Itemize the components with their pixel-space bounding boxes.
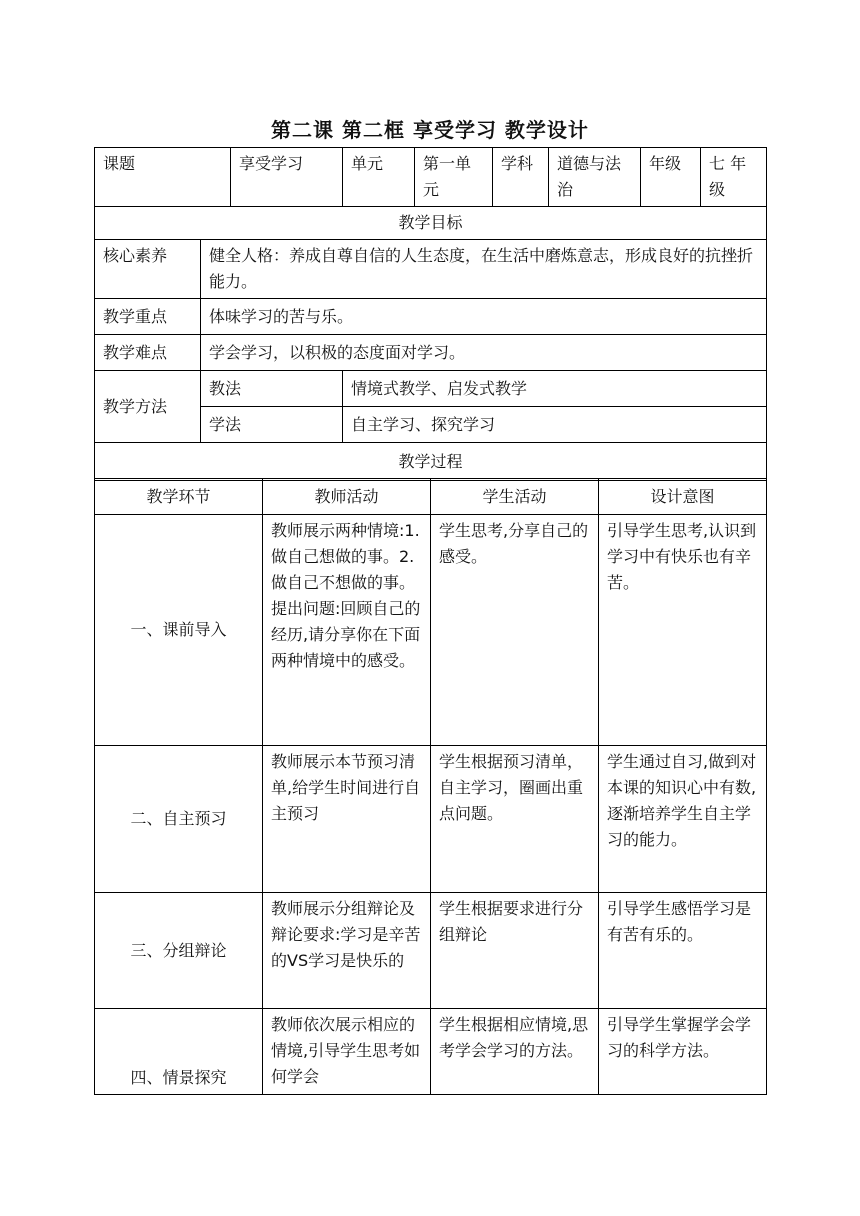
teacher-activity-text: 教师展示两种情境:1.做自己想做的事。2.做自己不想做的事。: [271, 521, 420, 592]
teacher-activity-text: 提出问题:回顾自己的经历,请分享你在下面两种情境中的感受。: [271, 599, 421, 670]
column-header-intent: 设计意图: [599, 479, 767, 515]
lesson-info-table: [94, 147, 767, 481]
goals-header: 教学目标: [95, 207, 767, 240]
key-label: 教学重点: [95, 299, 201, 335]
key-value: 体味学习的苦与乐。: [201, 299, 767, 335]
table-row: [95, 746, 767, 893]
teach-method-label: 教法: [201, 371, 343, 407]
learn-method-label: 学法: [201, 407, 343, 443]
learn-method-value: 自主学习、探究学习: [343, 407, 767, 443]
subject-label: 学科: [493, 148, 549, 207]
process-header: 教学过程: [95, 443, 767, 481]
design-intent-cell: 引导学生感悟学习是有苦有乐的。: [599, 893, 767, 1009]
unit-value: 第一单元: [415, 148, 493, 207]
core-label: 核心素养: [95, 240, 201, 299]
grade-label: 年级: [641, 148, 701, 207]
stage-cell: 四、情景探究: [95, 1009, 263, 1095]
table-row: [95, 893, 767, 1009]
teacher-activity-cell: [263, 515, 431, 746]
unit-label: 单元: [343, 148, 415, 207]
difficulty-label: 教学难点: [95, 335, 201, 371]
student-activity-cell: 学生根据要求进行分组辩论: [431, 893, 599, 1009]
process-table: [94, 478, 767, 1095]
student-activity-cell: 学生根据预习清单，自主学习，圈画出重点问题。: [431, 746, 599, 893]
student-activity-cell: 学生根据相应情境,思考学会学习的方法。: [431, 1009, 599, 1095]
stage-cell: 三、分组辩论: [95, 893, 263, 1009]
stage-cell: 二、自主预习: [95, 746, 263, 893]
method-label: 教学方法: [95, 371, 201, 443]
topic-label: 课题: [95, 148, 231, 207]
teacher-activity-cell: 教师展示本节预习清单,给学生时间进行自主预习: [263, 746, 431, 893]
teacher-activity-cell: 教师展示分组辩论及辩论要求:学习是辛苦的VS学习是快乐的: [263, 893, 431, 1009]
student-activity-cell: 学生思考,分享自己的感受。: [431, 515, 599, 746]
teach-method-value: 情境式教学、启发式教学: [343, 371, 767, 407]
column-header-student: 学生活动: [431, 479, 599, 515]
stage-cell: 一、课前导入: [95, 515, 263, 746]
design-intent-cell: 学生通过自习,做到对本课的知识心中有数,逐渐培养学生自主学习的能力。: [599, 746, 767, 893]
topic-value: 享受学习: [231, 148, 343, 207]
document-title: 第二课 第二框 享受学习 教学设计: [271, 118, 589, 142]
design-intent-cell: 引导学生思考,认识到学习中有快乐也有辛苦。: [599, 515, 767, 746]
difficulty-value: 学会学习，以积极的态度面对学习。: [201, 335, 767, 371]
core-value: 健全人格：养成自尊自信的人生态度，在生活中磨炼意志，形成良好的抗挫折能力。: [201, 240, 767, 299]
teacher-activity-cell: 教师依次展示相应的情境,引导学生思考如何学会: [263, 1009, 431, 1095]
table-row: [95, 1009, 767, 1095]
column-header-teacher: 教师活动: [263, 479, 431, 515]
design-intent-cell: 引导学生掌握学会学习的科学方法。: [599, 1009, 767, 1095]
grade-value: 七 年级: [701, 148, 767, 207]
subject-value: 道德与法治: [549, 148, 641, 207]
column-header-stage: 教学环节: [95, 479, 263, 515]
table-row: [95, 515, 767, 746]
